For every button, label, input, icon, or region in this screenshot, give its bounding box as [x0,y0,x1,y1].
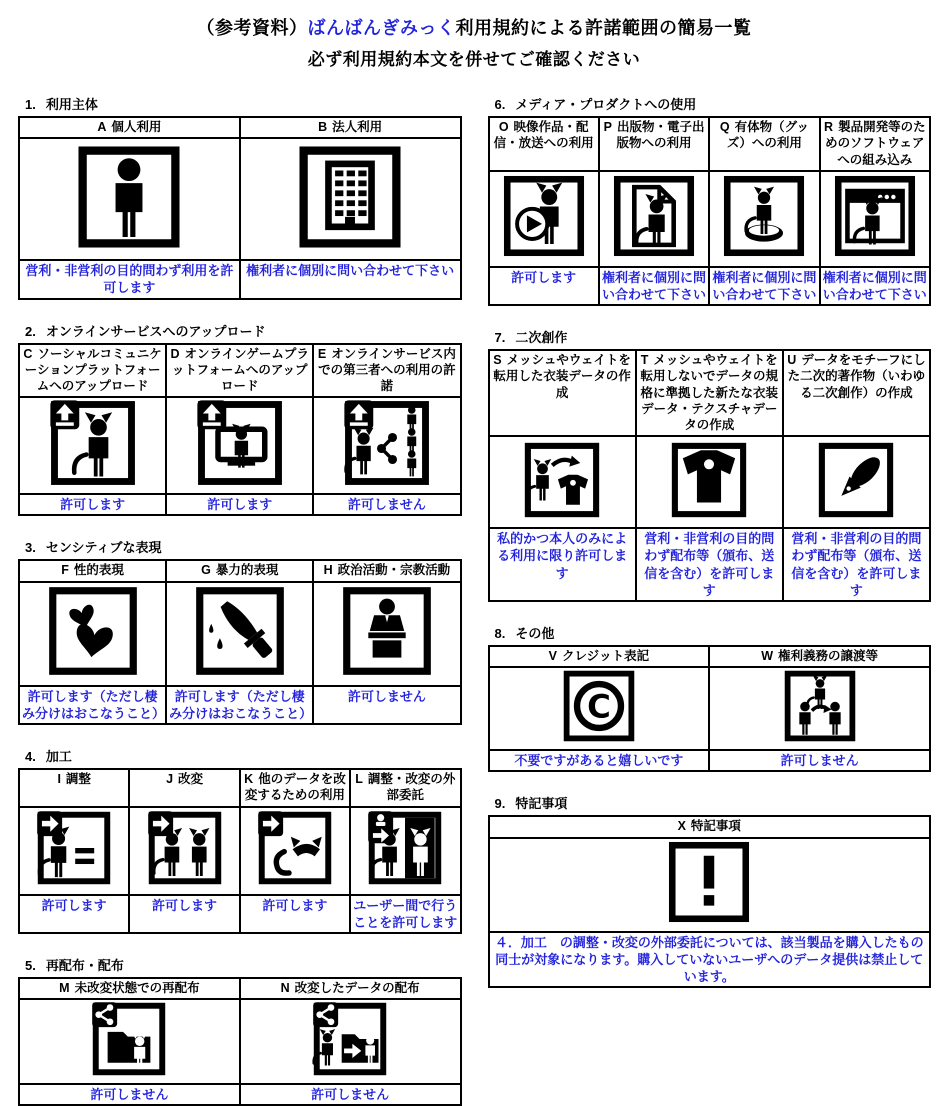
item-code: S [493,353,502,368]
item-label: 有体物（グッズ）への利用 [726,120,809,151]
item-label: 暴力的表現 [215,563,279,578]
podium-speaker-icon [341,585,433,677]
section-title: 加工 [45,749,72,765]
item-label: オンラインゲームプラットフォームへのアップロード [171,346,309,394]
item-icon-cell-B [240,138,461,260]
costume-transfer-icon [523,441,601,519]
item-label: オンラインサービス内での第三者への利用の許諾 [318,346,456,394]
figurine-icon [722,174,806,258]
item-label: 法人利用 [332,120,383,134]
software-window-icon [833,174,917,258]
item-code: O [498,120,509,134]
item-label: 権利義務の譲渡等 [778,648,879,663]
copyright-icon [562,669,636,743]
item-code: J [166,772,174,787]
item-status-N: 許可しません [240,1084,461,1105]
item-status-R: 権利者に個別に問い合わせて下さい [820,267,930,305]
item-status-B: 権利者に個別に問い合わせて下さい [240,260,461,298]
item-header-S [489,350,636,436]
item-label: データをモチーフにした二次的著作物（いわゆる二次創作）の作成 [787,353,926,400]
section-5 [18,955,462,1106]
title-brand: ばんばんぎみっく [307,18,456,38]
item-status-J: 許可します [129,895,239,933]
outsourcing-users-icon [367,810,443,886]
section-heading [488,793,932,815]
item-label: 政治活動・宗教活動 [337,563,451,578]
section-number: 5. [25,957,36,973]
permission-table [18,116,462,300]
section-number: 4. [25,749,36,765]
item-code: H [323,563,333,578]
item-icon-cell-D [166,397,313,494]
section-2 [18,321,462,517]
content-columns [0,94,948,1106]
item-status-S: 私的かつ本人のみによる利用に限り許可します [489,528,636,601]
item-header-B [240,117,461,138]
item-status-P: 権利者に個別に問い合わせて下さい [599,267,709,305]
item-icon-cell-R [820,171,930,267]
item-status-O: 許可します [489,267,599,305]
item-header-I [19,769,129,807]
item-label: 性的表現 [73,563,124,578]
section-8 [488,623,932,772]
title-prefix: （参考資料） [196,18,308,38]
item-status-H: 許可しません [313,686,460,724]
section-heading [18,746,462,768]
item-code: F [61,563,69,578]
section-title: 二次創作 [515,330,568,346]
item-icon-cell-C [19,397,166,494]
item-code: P [603,120,612,134]
item-status-W: 許可しません [709,750,930,771]
item-status-M: 許可しません [19,1084,240,1105]
item-label: 改変 [178,772,204,787]
section-7 [488,327,932,602]
page-title [0,14,948,40]
item-header-X [489,816,931,837]
item-code: N [280,980,290,995]
permission-table [488,116,932,306]
item-icon-cell-T [636,436,783,528]
video-play-person-icon [502,174,586,258]
permission-table [18,343,462,517]
item-code: C [23,346,33,361]
section-number: 8. [494,625,506,641]
section-title: センシティブな表現 [45,540,162,556]
item-label: 個人利用 [111,120,162,134]
section-title: オンラインサービスへのアップロード [45,323,266,339]
svg-text:C: C [587,687,611,726]
item-icon-cell-M [19,999,240,1084]
section-4 [18,746,462,934]
item-icon-cell-N [240,999,461,1084]
section-3 [18,537,462,725]
item-icon-cell-G [166,582,313,686]
section-6 [488,94,932,306]
item-header-V [489,646,710,667]
item-icon-cell-V [489,667,710,750]
upload-share-users-icon [343,399,431,487]
item-code: K [244,772,254,787]
item-status-A: 営利・非営利の目的問わず利用を許可します [19,260,240,298]
item-header-M [19,978,240,999]
item-header-N [240,978,461,999]
section-9 [488,793,932,988]
item-status-D: 許可します [166,494,313,515]
section-heading [18,321,462,343]
item-icon-cell-W [709,667,930,750]
item-code: E [317,346,327,361]
parts-reuse-icon [257,810,333,886]
item-header-W [709,646,930,667]
item-status-Q: 権利者に個別に問い合わせて下さい [709,267,819,305]
page-subtitle: 必ず利用規約本文を併せてご確認ください [307,50,641,69]
section-title: メディア・プロダクトへの使用 [515,97,697,112]
section-title: 利用主体 [45,97,98,112]
item-header-U [783,350,930,436]
section-heading [488,94,932,116]
section-number: 2. [25,323,36,339]
item-code: V [548,648,557,663]
item-label: 映像作品・配信・放送への利用 [493,120,594,151]
item-label: 調整・改変の外部委託 [367,772,456,803]
item-code: X [677,819,686,834]
section-title: 特記事項 [515,796,568,812]
item-label: ソーシャルコミュニケーションプラットフォームへのアップロード [24,346,162,394]
item-status-E: 許可しません [313,494,460,515]
permission-table [18,977,462,1106]
item-icon-cell-A [19,138,240,260]
hearts-icon [47,585,139,677]
item-code: B [318,120,328,134]
modify-avatars-icon [147,810,223,886]
section-heading [18,955,462,977]
item-header-A [19,117,240,138]
section-heading [18,94,462,116]
item-status-I: 許可します [19,895,129,933]
permission-table [488,815,932,988]
rights-transfer-icon [783,669,857,743]
item-label: クレジット表記 [561,648,650,663]
item-status-L: ユーザー間で行うことを許可します [350,895,460,933]
document-avatar-icon [612,174,696,258]
section-heading [488,327,932,349]
item-icon-cell-E [313,397,460,494]
item-header-G [166,560,313,581]
item-status-U: 営利・非営利の目的問わず配布等（頒布、送信を含む）を許可します [783,528,930,601]
section-number: 1. [25,97,36,112]
item-icon-cell-S [489,436,636,528]
item-status-T: 営利・非営利の目的問わず配布等（頒布、送信を含む）を許可します [636,528,783,601]
item-header-F [19,560,166,581]
item-icon-cell-H [313,582,460,686]
item-header-J [129,769,239,807]
item-label: 未改変状態での再配布 [74,980,200,995]
item-status-K: 許可します [240,895,350,933]
item-label: 出版物・電子出版物への利用 [616,120,705,151]
item-code: D [170,346,180,361]
right-column [488,94,932,988]
adjust-equal-icon [36,810,112,886]
item-status-F: 許可します（ただし棲み分けはおこなうこと） [19,686,166,724]
item-icon-cell-F [19,582,166,686]
item-icon-cell-L [350,807,460,895]
item-header-H [313,560,460,581]
item-code: G [201,563,211,578]
item-code: A [97,120,107,134]
item-code: T [640,353,649,368]
item-code: W [761,648,774,663]
item-label: メッシュやウェイトを転用しないでデータの規格に準拠した新たな衣装データ・テクスチャデータの作成 [640,353,778,433]
title-suffix: 利用規約による許諾範囲の簡易一覧 [455,18,752,38]
item-icon-cell-J [129,807,239,895]
pen-icon [817,441,895,519]
item-icon-cell-P [599,171,709,267]
item-status-V: 不要ですがあると嬉しいです [489,750,710,771]
section-number: 6. [494,97,506,112]
item-header-Q [709,117,819,171]
item-status-G: 許可します（ただし棲み分けはおこなうこと） [166,686,313,724]
permission-table [488,349,932,602]
permission-table [18,768,462,934]
item-status-C: 許可します [19,494,166,515]
item-code: Q [719,120,730,134]
item-code: L [355,772,363,787]
item-header-K [240,769,350,807]
individual-person-icon [76,144,182,250]
item-label: メッシュやウェイトを転用した衣装データの作成 [493,353,631,400]
item-status-X: ４．加工 の調整・改変の外部委託については、該当製品を購入したもの同士が対象になります。購入していないユーザへのデータ提供は禁止しています。 [489,932,931,987]
item-label: 調整 [65,772,91,787]
item-header-P [599,117,709,171]
section-number: 7. [494,330,506,346]
item-header-O [489,117,599,171]
costume-create-icon [670,441,748,519]
item-header-T [636,350,783,436]
item-code: U [787,353,797,368]
permission-table [18,559,462,725]
item-header-D [166,344,313,398]
permission-table [488,645,932,772]
section-title: その他 [515,625,555,641]
item-header-L [350,769,460,807]
item-icon-cell-O [489,171,599,267]
section-1 [18,94,462,300]
section-number: 9. [494,796,506,812]
share-folder-icon [91,1001,167,1077]
share-modified-folder-icon [312,1001,388,1077]
item-header-C [19,344,166,398]
corporate-building-icon [297,144,403,250]
item-icon-cell-X [489,838,931,932]
item-label: 製品開発等のためのソフトウェアへの組み込み [825,120,926,167]
item-label: 改変したデータの配布 [294,980,420,995]
section-heading [488,623,932,645]
item-icon-cell-K [240,807,350,895]
item-icon-cell-U [783,436,930,528]
exclamation-icon [667,840,751,924]
item-code: R [824,120,834,134]
section-heading [18,537,462,559]
item-code: M [59,980,70,995]
section-number: 3. [25,540,36,556]
upload-avatar-icon [49,399,137,487]
item-code: I [57,772,61,787]
section-title: 再配布・配布 [45,957,124,973]
item-icon-cell-I [19,807,129,895]
knife-blood-icon [194,585,286,677]
item-header-R [820,117,930,171]
left-column [18,94,462,1106]
item-label: 他のデータを改変するための利用 [244,772,346,803]
item-label: 特記事項 [690,819,741,834]
upload-game-monitor-icon [196,399,284,487]
item-icon-cell-Q [709,171,819,267]
item-header-E [313,344,460,398]
